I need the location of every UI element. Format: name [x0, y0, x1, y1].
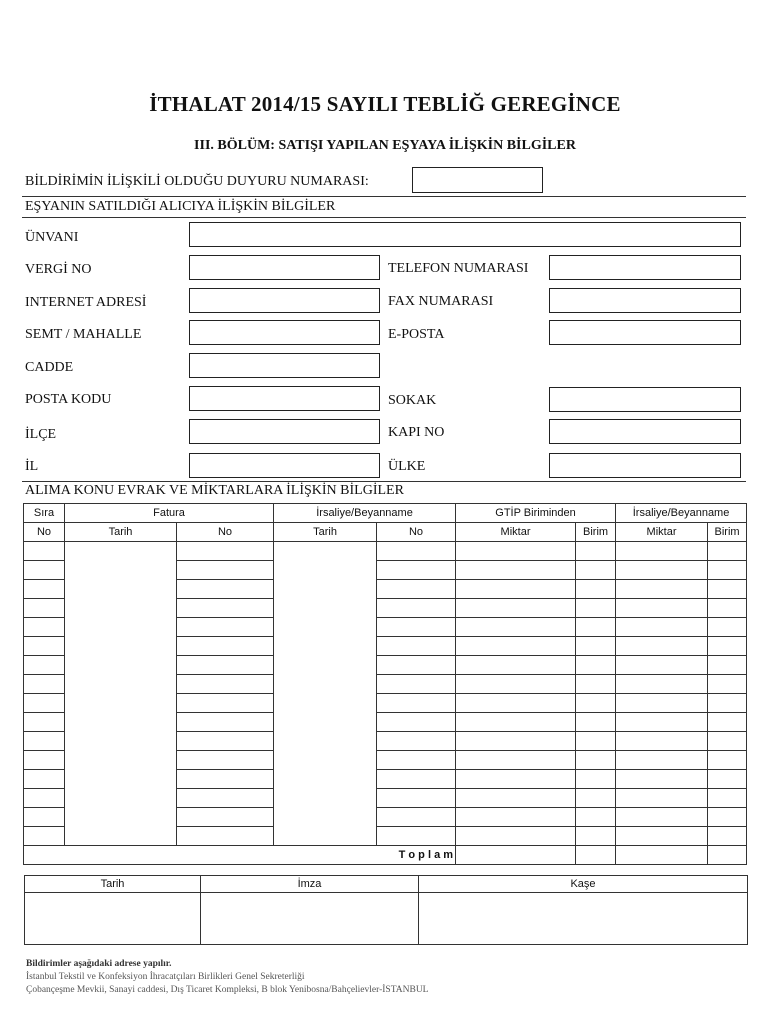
table-cell[interactable]	[274, 580, 377, 599]
table-cell[interactable]	[24, 789, 65, 808]
table-cell[interactable]	[616, 770, 708, 789]
table-row	[24, 618, 747, 637]
table-cell[interactable]	[24, 732, 65, 751]
table-cell[interactable]	[177, 542, 274, 561]
table-cell[interactable]	[274, 751, 377, 770]
table-cell[interactable]	[456, 542, 576, 561]
subheader-irsaliye-birim: Birim	[708, 523, 747, 542]
table-cell[interactable]	[24, 618, 65, 637]
table-cell[interactable]	[708, 770, 747, 789]
posta-kodu-label: POSTA KODU	[25, 392, 112, 407]
sokak-label: SOKAK	[388, 393, 437, 408]
table-cell[interactable]	[274, 542, 377, 561]
table-cell[interactable]	[177, 618, 274, 637]
table-cell[interactable]	[65, 618, 177, 637]
page-title: İTHALAT 2014/15 SAYILI TEBLİĞ GEREGİNCE	[149, 92, 621, 116]
unvan-label: ÜNVANI	[25, 230, 79, 245]
table-cell[interactable]	[576, 580, 616, 599]
table-cell[interactable]	[456, 675, 576, 694]
table-cell[interactable]	[377, 580, 456, 599]
table-cell[interactable]	[708, 580, 747, 599]
header-sira: Sıra	[24, 504, 65, 523]
table-cell[interactable]	[177, 561, 274, 580]
table-cell[interactable]	[456, 599, 576, 618]
table-row	[24, 675, 747, 694]
table-row	[24, 751, 747, 770]
signature-stamp-cell[interactable]	[419, 893, 748, 945]
posta-kodu-field[interactable]	[189, 386, 380, 411]
table-cell[interactable]	[576, 751, 616, 770]
table-cell[interactable]	[24, 808, 65, 827]
header-fatura: Fatura	[65, 504, 274, 523]
table-cell[interactable]	[274, 561, 377, 580]
divider	[22, 196, 746, 197]
table-cell[interactable]	[65, 751, 177, 770]
table-cell[interactable]	[24, 637, 65, 656]
documents-table	[23, 503, 747, 865]
table-cell[interactable]	[708, 637, 747, 656]
divider	[22, 217, 746, 218]
table-cell[interactable]	[576, 637, 616, 656]
table-cell[interactable]	[576, 599, 616, 618]
table-cell[interactable]	[274, 599, 377, 618]
table-row	[24, 599, 747, 618]
table-cell[interactable]	[24, 694, 65, 713]
table-cell[interactable]	[274, 732, 377, 751]
footer-line-2: İstanbul Tekstil ve Konfeksiyon İhracatçıları Birlikleri Genel Sekreterliği	[26, 972, 305, 982]
table-cell[interactable]	[576, 618, 616, 637]
table-row	[24, 656, 747, 675]
table-cell[interactable]	[274, 618, 377, 637]
total-cell[interactable]	[456, 846, 576, 865]
table-cell[interactable]	[377, 770, 456, 789]
vergi-no-label: VERGİ NO	[25, 262, 92, 277]
table-row	[24, 770, 747, 789]
table-cell[interactable]	[616, 713, 708, 732]
table-cell[interactable]	[616, 599, 708, 618]
unvan-field[interactable]	[189, 222, 741, 247]
cadde-field[interactable]	[189, 353, 380, 378]
table-cell[interactable]	[708, 694, 747, 713]
table-cell[interactable]	[65, 694, 177, 713]
table-cell[interactable]	[274, 675, 377, 694]
table-cell[interactable]	[177, 637, 274, 656]
subheader-no: No	[24, 523, 65, 542]
table-cell[interactable]	[274, 770, 377, 789]
subheader-gtip-miktar: Miktar	[456, 523, 576, 542]
table-cell[interactable]	[65, 732, 177, 751]
table-cell[interactable]	[616, 561, 708, 580]
cadde-label: CADDE	[25, 360, 74, 375]
table-cell[interactable]	[274, 789, 377, 808]
table-cell[interactable]	[177, 770, 274, 789]
table-cell[interactable]	[24, 713, 65, 732]
table-cell[interactable]	[456, 713, 576, 732]
signature-date-header: Tarih	[25, 876, 201, 893]
table-cell[interactable]	[576, 694, 616, 713]
table-cell[interactable]	[456, 580, 576, 599]
table-cell[interactable]	[65, 770, 177, 789]
table-cell[interactable]	[274, 656, 377, 675]
table-row	[24, 789, 747, 808]
table-cell[interactable]	[177, 808, 274, 827]
section-subtitle: III. BÖLÜM: SATIŞI YAPILAN EŞYAYA İLİŞKİN BİLGİLER	[194, 138, 576, 153]
table-cell[interactable]	[274, 827, 377, 846]
table-cell[interactable]	[177, 789, 274, 808]
table-cell[interactable]	[274, 694, 377, 713]
ilce-field[interactable]	[189, 419, 380, 444]
table-cell[interactable]	[65, 675, 177, 694]
subheader-irsaliye-tarih: Tarih	[274, 523, 377, 542]
table-cell[interactable]	[24, 561, 65, 580]
table-cell[interactable]	[576, 770, 616, 789]
vergi-no-field[interactable]	[189, 255, 380, 280]
total-cell[interactable]	[576, 846, 616, 865]
table-cell[interactable]	[708, 751, 747, 770]
table-row	[24, 694, 747, 713]
eposta-field[interactable]	[549, 320, 741, 345]
subheader-fatura-no: No	[177, 523, 274, 542]
signature-sign-cell[interactable]	[201, 893, 419, 945]
table-cell[interactable]	[65, 789, 177, 808]
table-cell[interactable]	[65, 580, 177, 599]
telefon-label: TELEFON NUMARASI	[388, 261, 529, 276]
table-cell[interactable]	[65, 542, 177, 561]
table-cell[interactable]	[24, 599, 65, 618]
table-cell[interactable]	[456, 827, 576, 846]
table-cell[interactable]	[24, 827, 65, 846]
subheader-gtip-birim: Birim	[576, 523, 616, 542]
header-irsaliye: İrsaliye/Beyanname	[274, 504, 456, 523]
table-cell[interactable]	[456, 637, 576, 656]
table-cell[interactable]	[616, 542, 708, 561]
docs-section-title: ALIMA KONU EVRAK VE MİKTARLARA İLİŞKİN BİLGİLER	[25, 483, 404, 498]
table-row	[24, 542, 747, 561]
table-cell[interactable]	[24, 580, 65, 599]
table-cell[interactable]	[377, 751, 456, 770]
table-cell[interactable]	[708, 561, 747, 580]
total-cell[interactable]	[616, 846, 708, 865]
table-cell[interactable]	[24, 542, 65, 561]
table-cell[interactable]	[177, 580, 274, 599]
table-cell[interactable]	[377, 637, 456, 656]
table-cell[interactable]	[576, 789, 616, 808]
table-row	[24, 827, 747, 846]
table-cell[interactable]	[576, 656, 616, 675]
table-cell[interactable]	[616, 789, 708, 808]
table-cell[interactable]	[456, 789, 576, 808]
subheader-irsaliye-miktar: Miktar	[616, 523, 708, 542]
table-cell[interactable]	[377, 827, 456, 846]
table-cell[interactable]	[708, 827, 747, 846]
table-row	[24, 732, 747, 751]
table-row	[24, 580, 747, 599]
table-group-header-row	[24, 504, 747, 523]
table-cell[interactable]	[24, 770, 65, 789]
table-cell[interactable]	[708, 542, 747, 561]
table-cell[interactable]	[65, 827, 177, 846]
table-cell[interactable]	[576, 713, 616, 732]
table-cell[interactable]	[65, 656, 177, 675]
table-cell[interactable]	[377, 561, 456, 580]
table-cell[interactable]	[177, 675, 274, 694]
table-cell[interactable]	[456, 694, 576, 713]
table-cell[interactable]	[576, 827, 616, 846]
table-cell[interactable]	[456, 770, 576, 789]
announcement-label: BİLDİRİMİN İLİŞKİLİ OLDUĞU DUYURU NUMARASI:	[25, 174, 369, 189]
table-cell[interactable]	[708, 618, 747, 637]
table-cell[interactable]	[177, 713, 274, 732]
table-cell[interactable]	[616, 827, 708, 846]
ulke-label: ÜLKE	[388, 459, 426, 474]
table-cell[interactable]	[616, 751, 708, 770]
telefon-field[interactable]	[549, 255, 741, 280]
table-cell[interactable]	[377, 675, 456, 694]
table-cell[interactable]	[616, 637, 708, 656]
table-cell[interactable]	[65, 561, 177, 580]
table-row	[24, 713, 747, 732]
table-cell[interactable]	[65, 808, 177, 827]
table-cell[interactable]	[456, 808, 576, 827]
fax-field[interactable]	[549, 288, 741, 313]
table-cell[interactable]	[616, 618, 708, 637]
table-cell[interactable]	[24, 675, 65, 694]
table-cell[interactable]	[708, 808, 747, 827]
table-cell[interactable]	[456, 751, 576, 770]
footer-line-1: Bildirimler aşağıdaki adrese yapılır.	[26, 959, 172, 969]
table-cell[interactable]	[377, 656, 456, 675]
announcement-number-field[interactable]	[412, 167, 543, 193]
il-label: İL	[25, 459, 39, 474]
table-cell[interactable]	[177, 827, 274, 846]
table-cell[interactable]	[576, 732, 616, 751]
header-irsaliye-2: İrsaliye/Beyanname	[616, 504, 747, 523]
table-cell[interactable]	[377, 732, 456, 751]
table-row	[24, 808, 747, 827]
table-cell[interactable]	[177, 732, 274, 751]
footer-line-3: Çobançeşme Mevkii, Sanayi caddesi, Dış Ticaret Kompleksi, B blok Yenibosna/Bahçelievler-İSTANBUL	[26, 985, 429, 995]
table-cell[interactable]	[708, 599, 747, 618]
ulke-field[interactable]	[549, 453, 741, 478]
table-cell[interactable]	[576, 542, 616, 561]
divider	[22, 481, 746, 482]
internet-field[interactable]	[189, 288, 380, 313]
footer	[26, 958, 428, 997]
signature-sign-header: İmza	[201, 876, 419, 893]
table-cell[interactable]	[274, 713, 377, 732]
signature-stamp-header: Kaşe	[419, 876, 748, 893]
table-cell[interactable]	[377, 694, 456, 713]
table-cell[interactable]	[377, 713, 456, 732]
table-cell[interactable]	[377, 618, 456, 637]
table-cell[interactable]	[576, 808, 616, 827]
fax-label: FAX NUMARASI	[388, 294, 494, 309]
table-cell[interactable]	[616, 656, 708, 675]
kapi-no-label: KAPI NO	[388, 425, 445, 440]
table-cell[interactable]	[65, 637, 177, 656]
table-cell[interactable]	[65, 713, 177, 732]
subheader-fatura-tarih: Tarih	[65, 523, 177, 542]
internet-label: INTERNET ADRESİ	[25, 295, 147, 310]
ilce-label: İLÇE	[25, 427, 57, 442]
table-cell[interactable]	[616, 732, 708, 751]
table-cell[interactable]	[274, 808, 377, 827]
subheader-irsaliye-no: No	[377, 523, 456, 542]
signature-table	[24, 875, 748, 945]
table-cell[interactable]	[616, 808, 708, 827]
kapi-no-field[interactable]	[549, 419, 741, 444]
table-cell[interactable]	[65, 599, 177, 618]
table-cell[interactable]	[576, 561, 616, 580]
table-cell[interactable]	[377, 599, 456, 618]
table-cell[interactable]	[377, 542, 456, 561]
total-cell[interactable]	[708, 846, 747, 865]
table-cell[interactable]	[177, 751, 274, 770]
signature-date-cell[interactable]	[25, 893, 201, 945]
table-cell[interactable]	[377, 789, 456, 808]
table-cell[interactable]	[177, 599, 274, 618]
table-row	[24, 637, 747, 656]
table-cell[interactable]	[708, 656, 747, 675]
table-cell[interactable]	[456, 561, 576, 580]
sokak-field[interactable]	[549, 387, 741, 412]
eposta-label: E-POSTA	[388, 327, 445, 342]
table-total-row	[24, 846, 747, 865]
table-cell[interactable]	[616, 694, 708, 713]
table-cell[interactable]	[24, 656, 65, 675]
table-cell[interactable]	[456, 618, 576, 637]
table-sub-header-row	[24, 523, 747, 542]
header-gtip: GTİP Biriminden	[456, 504, 616, 523]
table-cell[interactable]	[708, 713, 747, 732]
table-cell[interactable]	[708, 675, 747, 694]
table-cell[interactable]	[24, 751, 65, 770]
table-cell[interactable]	[177, 694, 274, 713]
table-cell[interactable]	[377, 808, 456, 827]
table-row	[24, 561, 747, 580]
buyer-section-title: EŞYANIN SATILDIĞI ALICIYA İLİŞKİN BİLGİLER	[25, 199, 336, 214]
semt-label: SEMT / MAHALLE	[25, 327, 142, 342]
table-cell[interactable]	[456, 656, 576, 675]
table-cell[interactable]	[708, 789, 747, 808]
table-cell[interactable]	[274, 637, 377, 656]
table-cell[interactable]	[456, 732, 576, 751]
semt-field[interactable]	[189, 320, 380, 345]
table-cell[interactable]	[177, 656, 274, 675]
total-label: T o p l a m	[24, 846, 456, 865]
il-field[interactable]	[189, 453, 380, 478]
table-cell[interactable]	[708, 732, 747, 751]
table-cell[interactable]	[616, 675, 708, 694]
table-cell[interactable]	[576, 675, 616, 694]
table-cell[interactable]	[616, 580, 708, 599]
